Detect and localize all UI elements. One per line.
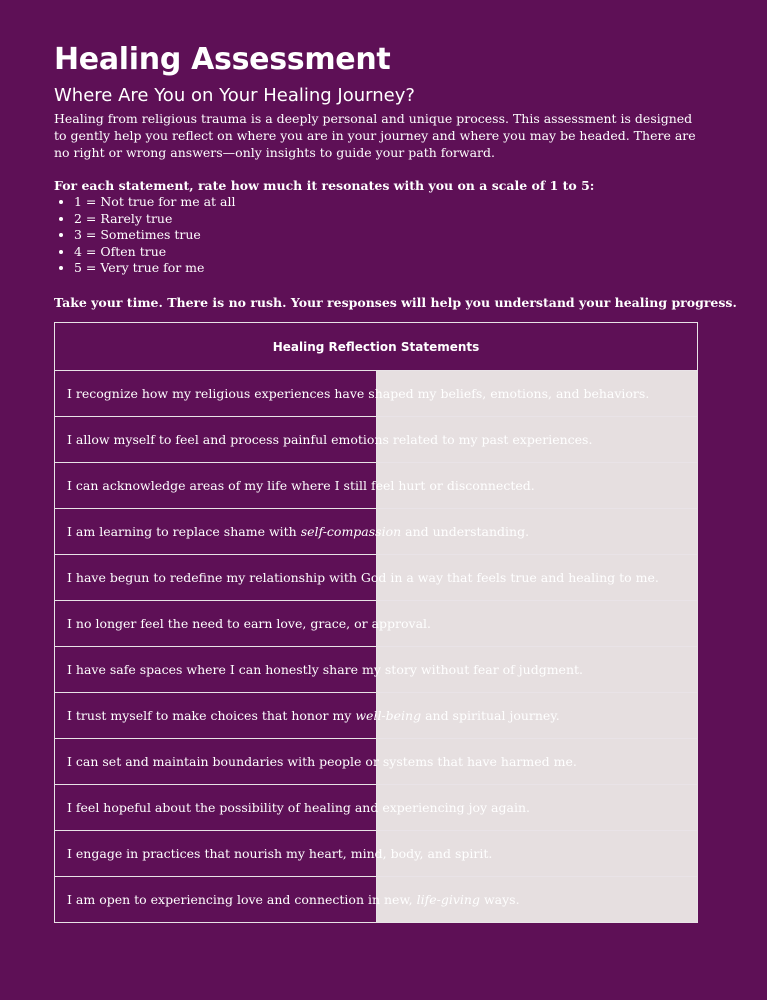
statement-cell: [55, 647, 583, 693]
statement-emphasis: self-compassion: [300, 524, 402, 539]
intro-paragraph: Healing from religious trauma is a deeply personal and unique process. This assessment is designed to gently help you reflect on where you are in your journey and where you may be headed. There are no right or wrong answers—only insights to guide your path forward.: [54, 111, 696, 160]
statement-cell: [55, 785, 530, 831]
statement-cell: [55, 555, 659, 601]
statement-cell: [55, 693, 560, 739]
scale-item: • 3 = Sometimes true: [74, 227, 235, 244]
table-row: [55, 463, 698, 509]
table-row: [55, 417, 698, 463]
page-subtitle: Where Are You on Your Healing Journey?: [54, 85, 415, 106]
table-row: [55, 785, 698, 831]
table-header: Healing Reflection Statements: [55, 323, 698, 371]
reflection-table: [54, 322, 698, 923]
statement-cell: [55, 371, 650, 417]
page-title: Healing Assessment: [54, 42, 391, 77]
statement-cell: [55, 739, 577, 785]
scale-item: • 2 = Rarely true: [74, 211, 235, 228]
statement-cell: [55, 509, 530, 555]
rating-instructions: For each statement, rate how much it resonates with you on a scale of 1 to 5:: [54, 178, 595, 193]
statement-text: I am open to experiencing love and connection in new,: [67, 892, 417, 907]
table-row: [55, 601, 698, 647]
scale-item: • 1 = Not true for me at all: [74, 194, 235, 211]
statement-text: I can acknowledge areas of my life where I still feel hurt or disconnected.: [67, 478, 535, 493]
statement-cell: [55, 831, 493, 877]
encouragement-note: Take your time. There is no rush. Your responses will help you understand your healing progress.: [54, 295, 737, 310]
table-row: [55, 739, 698, 785]
statement-text: I recognize how my religious experiences have shaped my beliefs, emotions, and behaviors.: [67, 386, 650, 401]
statement-cell: [55, 463, 535, 509]
statement-emphasis: well-being: [355, 708, 422, 723]
statement-cell: [55, 417, 593, 463]
statement-text: I can set and maintain boundaries with people or systems that have harmed me.: [67, 754, 577, 769]
rating-scale-list: [54, 194, 235, 277]
statement-text: I feel hopeful about the possibility of healing and experiencing joy again.: [67, 800, 530, 815]
statement-text: I have begun to redefine my relationship with God in a way that feels true and healing to me.: [67, 570, 659, 585]
statement-text: I no longer feel the need to earn love, grace, or approval.: [67, 616, 432, 631]
table-header-row: [55, 323, 698, 371]
table-row: [55, 831, 698, 877]
table-row: [55, 647, 698, 693]
scale-item: • 4 = Often true: [74, 244, 235, 261]
scale-item: • 5 = Very true for me: [74, 260, 235, 277]
statement-text: ways.: [479, 892, 520, 907]
statement-cell: [55, 877, 520, 923]
statement-text: I engage in practices that nourish my heart, mind, body, and spirit.: [67, 846, 493, 861]
table-row: [55, 371, 698, 417]
table-body: [55, 371, 698, 923]
statement-text: I allow myself to feel and process painful emotions related to my past experiences.: [67, 432, 593, 447]
statement-text: I have safe spaces where I can honestly share my story without fear of judgment.: [67, 662, 583, 677]
statement-text: and understanding.: [401, 524, 530, 539]
statement-text: I trust myself to make choices that honor my: [67, 708, 356, 723]
statement-cell: [55, 601, 432, 647]
table-row: [55, 555, 698, 601]
statement-text: and spiritual journey.: [421, 708, 560, 723]
table-row: [55, 693, 698, 739]
statement-text: I am learning to replace shame with: [67, 524, 301, 539]
table-row: [55, 877, 698, 923]
table-row: [55, 509, 698, 555]
statement-emphasis: life-giving: [416, 892, 480, 907]
